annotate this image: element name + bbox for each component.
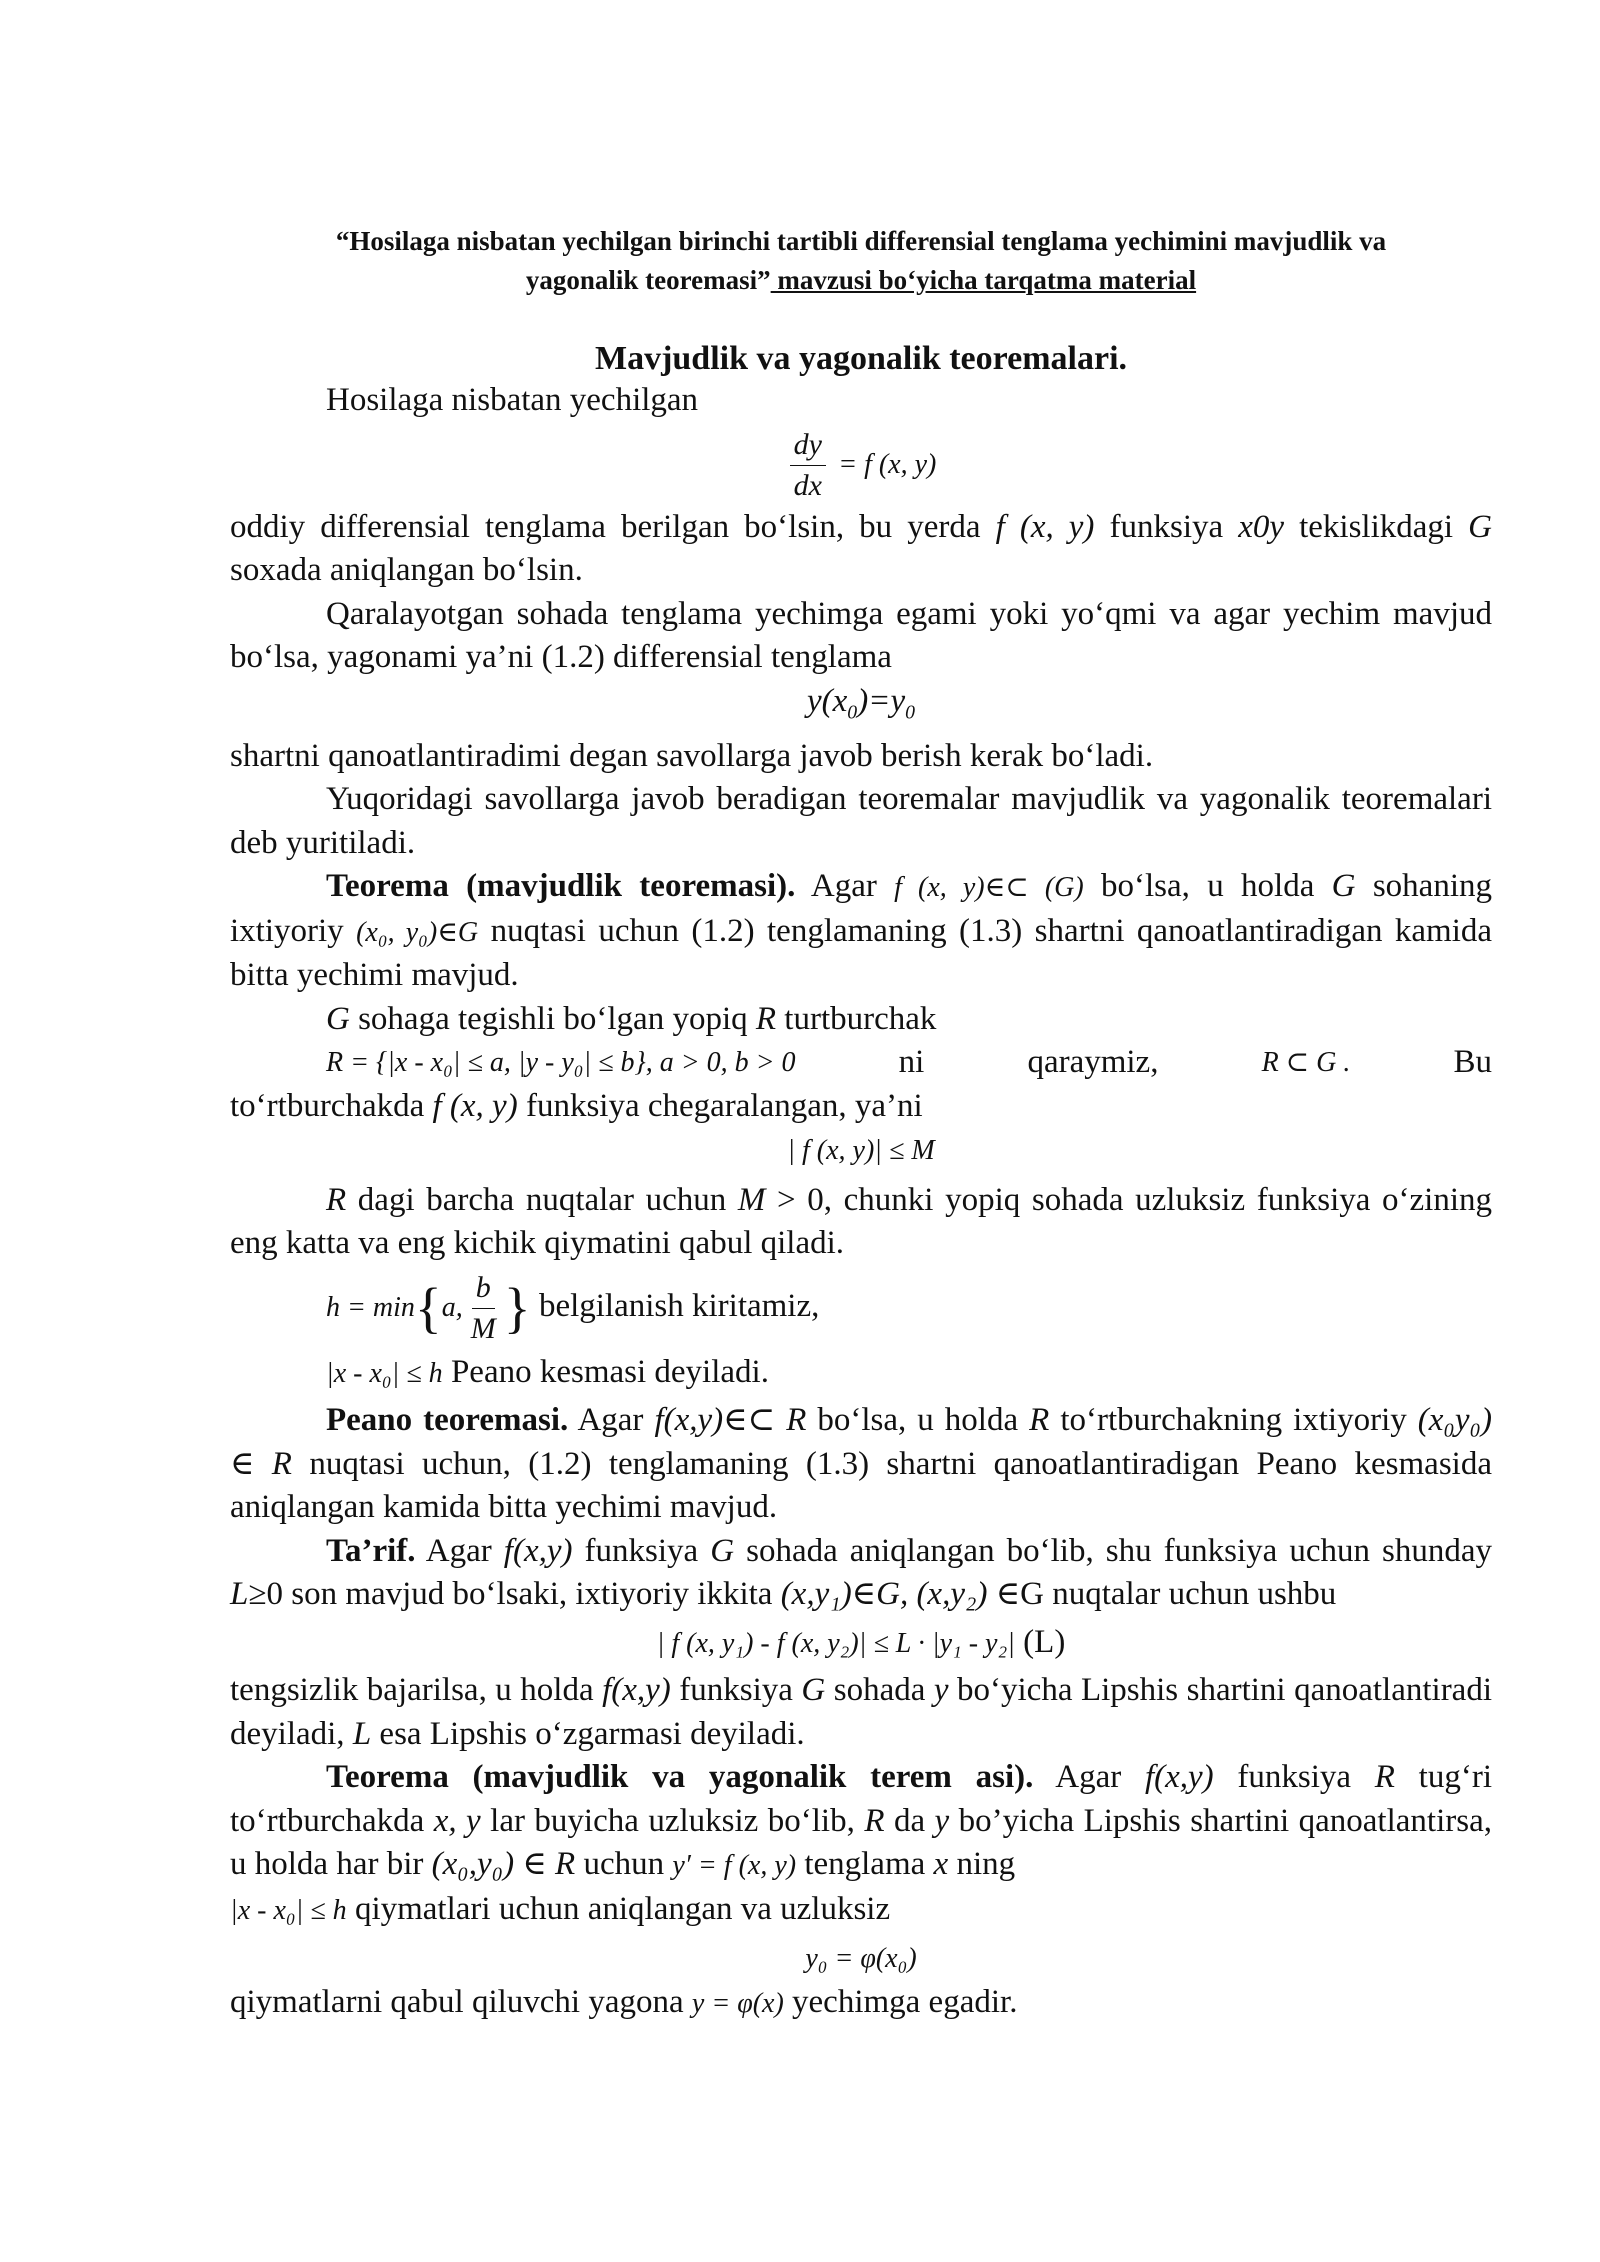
text-run: to‘rtburchakning ixtiyoriy — [1049, 1402, 1418, 1439]
paragraph-rectangle — [230, 998, 1492, 1042]
text-run: tug‘ri to‘rtburchakda — [230, 1759, 1492, 1839]
paragraph-intro: Hosilaga nisbatan yechilgan — [326, 382, 699, 418]
text-ni: ni — [898, 1044, 925, 1081]
math-run: R — [864, 1802, 885, 1839]
peano-segment — [230, 1351, 1492, 1396]
text-run: tengsizlik bajarilsa, u holda — [230, 1672, 603, 1709]
math-run: (x,y₁)∈G, (x,y₂) — [780, 1576, 988, 1613]
text-run: tekislikdagi — [1284, 508, 1469, 545]
math-formula: | f (x, y)| ≤ M — [787, 1135, 935, 1167]
math-run: (x₀,y₀) — [431, 1846, 515, 1883]
text-run: nuqtasi uchun, (1.2) tenglamaning (1.3) shartni qanoatlantiradigan Peano kesmasida aniqlangan kamida bitta yechimi mavjud. — [230, 1445, 1492, 1526]
text-run: yechimga egadir. — [783, 1983, 1018, 2020]
math-run: f (x, y) — [995, 508, 1095, 545]
domain-line — [230, 1888, 1492, 1933]
math-run: y(x — [807, 682, 848, 719]
right-brace: } — [503, 1277, 531, 1340]
fraction-b-over-m — [467, 1268, 500, 1349]
math-run: y — [934, 1802, 950, 1839]
math-formula: |x - x₀| ≤ h — [230, 1894, 347, 1926]
math-run: f(x,y) — [602, 1672, 671, 1709]
math-formula: y₀ = φ(x₀) — [805, 1943, 917, 1975]
math-run: R — [755, 1000, 777, 1037]
rectangle-formula: R = {|x - x₀| ≤ a, |y - y₀| ≤ b}, a > 0, b > 0 — [326, 1047, 796, 1079]
text-run: ∈G nuqtalar uchun ushbu — [987, 1576, 1337, 1613]
math-run: G — [710, 1532, 735, 1569]
math-run: R — [326, 1181, 347, 1218]
equation-label: (L) — [1014, 1623, 1066, 1660]
text-run: lar buyicha uzluksiz bo‘lib, — [480, 1802, 865, 1839]
title-line-1: “Hosilaga nisbatan yechilgan birinchi tartibli differensial tenglama yechimini mavjudlik va — [335, 226, 1387, 256]
fraction-numerator: dy — [790, 425, 826, 466]
math-run: x, y — [433, 1802, 481, 1839]
text-qaraymiz: qaraymiz, — [1027, 1044, 1159, 1081]
text-run: bo‘lsa, u holda — [1083, 868, 1332, 905]
paragraph-question: Qaralayotgan sohada tenglama yechimga egami yoki yo‘qmi va agar yechim mavjud bo‘lsa, yagonami ya’ni (1.2) differensial tenglama — [230, 595, 1492, 675]
fraction-numerator: b — [472, 1268, 495, 1309]
text-run: > 0, chunki yopiq sohada uzluksiz funksiya o‘zining eng katta va eng kichik qiymatini qabul qiladi. — [230, 1181, 1493, 1262]
text-run: turtburchak — [776, 1000, 937, 1037]
math-formula: y′ = f (x, y) — [672, 1850, 797, 1882]
text-run: funksiya — [572, 1532, 711, 1569]
text-run: uchun — [575, 1846, 673, 1883]
paragraph-condition: shartni qanoatlantiradimi degan savollarga javob berish kerak bo‘ladi. — [230, 737, 1154, 774]
text-run: qiymatlarni qabul qiluvchi yagona — [230, 1983, 692, 2020]
theorem-title: Teorema (mavjudlik teoremasi). — [326, 868, 796, 905]
text-run: belgilanish kiritamiz, — [530, 1287, 820, 1324]
text-run: Agar — [568, 1402, 655, 1439]
text-run: Agar — [415, 1532, 504, 1569]
paragraph-lipschitz-condition — [230, 1669, 1492, 1756]
equation-initial-value — [230, 1936, 1492, 1981]
text-run: dagi barcha nuqtalar uchun — [346, 1181, 738, 1218]
math-run: G — [326, 1000, 350, 1037]
math-formula: y = φ(x) — [691, 1987, 784, 2019]
text-run: bo‘yicha Lipshis shartini qanoatlantiradi deyiladi, — [230, 1672, 1492, 1752]
text-run: bo’yicha Lipshis shartini qanoatlantirsa, u holda har bir — [230, 1802, 1492, 1883]
theorem-title: Teorema (mavjudlik va yagonalik terem asi). — [326, 1759, 1034, 1796]
text-run: funksiya — [670, 1672, 802, 1709]
theorem-existence-uniqueness — [230, 1756, 1492, 1888]
math-run: L — [352, 1715, 372, 1752]
paragraph-unique-solution — [230, 1981, 1492, 2026]
math-sub: 0 — [905, 701, 915, 724]
theorem-title: Peano teoremasi. — [326, 1402, 569, 1439]
paragraph-ode-given — [230, 506, 1492, 593]
left-brace: { — [414, 1277, 442, 1340]
math-run: G — [1331, 868, 1356, 905]
equation-bound — [230, 1128, 1492, 1173]
math-run: f (x, y) — [432, 1087, 518, 1124]
text-run: funksiya — [1213, 1759, 1375, 1796]
text-run: sohaning ixtiyoriy — [230, 868, 1492, 949]
rectangle-definition-line — [230, 1041, 1492, 1085]
math-run: R — [555, 1846, 576, 1883]
math-formula: a, — [441, 1291, 463, 1323]
math-run: M — [737, 1181, 766, 1218]
math-run: R — [271, 1445, 292, 1482]
definition-title: Ta’rif. — [326, 1532, 416, 1569]
text-run: ∈ — [514, 1846, 556, 1883]
math-run: L — [230, 1576, 249, 1613]
text-run: Peano kesmasi deyiladi. — [442, 1353, 769, 1390]
equation-initial-condition — [230, 680, 1492, 735]
text-run: ning — [948, 1846, 1016, 1883]
text-run: tenglama — [796, 1846, 934, 1883]
theorem-existence — [230, 865, 1492, 998]
theorem-peano — [230, 1399, 1492, 1530]
text-run: sohada — [825, 1672, 934, 1709]
math-formula: | f (x, y₁) - f (x, y₂)| ≤ L · |y₁ - y₂| — [656, 1627, 1015, 1659]
text-run: sohaga tegishli bo‘lgan yopiq — [349, 1000, 756, 1037]
math-run: G — [801, 1672, 826, 1709]
paragraph-theorems-intro: Yuqoridagi savollarga javob beradigan teoremalar mavjudlik va yagonalik teoremalari deb yuritiladi. — [230, 781, 1492, 861]
text-run: esa Lipshis o‘zgarmasi deyiladi. — [371, 1715, 805, 1752]
text-run: to‘rtburchakda — [230, 1087, 433, 1124]
math-run: )=y — [857, 682, 906, 719]
math-run: f(x,y)∈⊂ R — [654, 1402, 807, 1439]
subset-formula: R ⊂ G . — [1261, 1047, 1351, 1079]
definition-lipschitz — [230, 1530, 1492, 1617]
text-bu: Bu — [1453, 1044, 1492, 1081]
equation-dy-dx — [230, 425, 1492, 506]
section-heading: Mavjudlik va yagonalik teoremalari. — [594, 340, 1128, 377]
text-run: nuqtasi uchun (1.2) tenglamaning (1.3) shartni qanoatlantiradigan kamida bitta yechimi mavjud. — [230, 912, 1493, 994]
math-run: f(x,y) — [503, 1532, 573, 1569]
math-run: R — [1374, 1759, 1395, 1796]
paragraph-max-min — [230, 1179, 1492, 1266]
math-formula: h = min — [326, 1291, 415, 1323]
equation-lipschitz — [230, 1621, 1492, 1666]
text-run: Agar — [795, 868, 895, 905]
math-formula: |x - x₀| ≤ h — [326, 1357, 443, 1389]
math-run: y — [933, 1672, 949, 1709]
text-run: sohada aniqlangan bo‘lib, shu funksiya uchun shunday — [734, 1532, 1493, 1569]
math-run: x — [933, 1846, 949, 1883]
math-run: R — [1029, 1402, 1050, 1439]
fraction-dy-dx — [790, 425, 826, 506]
math-run: (x₀y₀) — [1417, 1402, 1492, 1439]
paragraph-bounded — [230, 1085, 1492, 1129]
math-formula: (x₀, y₀)∈G — [356, 916, 479, 948]
text-run: funksiya chegaralangan, ya’ni — [517, 1087, 923, 1124]
text-run: oddiy differensial tenglama berilgan bo‘lsin, bu yerda — [230, 508, 996, 545]
math-formula: f (x, y)∈⊂ (G) — [894, 872, 1084, 904]
document-title — [230, 222, 1492, 300]
math-run: f(x,y) — [1144, 1759, 1214, 1796]
title-line-2b: mavzusi bo‘yicha tarqatma material — [770, 265, 1197, 295]
math-sub: 0 — [847, 701, 858, 724]
text-run: da — [884, 1802, 935, 1839]
text-run: ∈ — [230, 1445, 272, 1482]
document-body — [230, 222, 1492, 2025]
text-run: soxada aniqlangan bo‘lsin. — [230, 552, 583, 588]
fraction-denominator: dx — [793, 468, 822, 502]
equation-rhs: = f (x, y) — [838, 448, 937, 480]
text-run: bo‘lsa, u holda — [806, 1402, 1030, 1439]
title-line-2a: yagonalik teoremasi” — [525, 265, 771, 295]
h-definition — [230, 1268, 1492, 1349]
math-run: x0y — [1238, 508, 1285, 545]
text-run: ≥0 son mavjud bo‘lsaki, ixtiyoriy ikkita — [248, 1576, 781, 1613]
math-run: G — [1468, 508, 1492, 545]
fraction-denominator: M — [470, 1311, 496, 1345]
text-run: qiymatlari uchun aniqlangan va uzluksiz — [346, 1890, 891, 1927]
text-run: Agar — [1033, 1759, 1145, 1796]
text-run: funksiya — [1094, 508, 1239, 545]
